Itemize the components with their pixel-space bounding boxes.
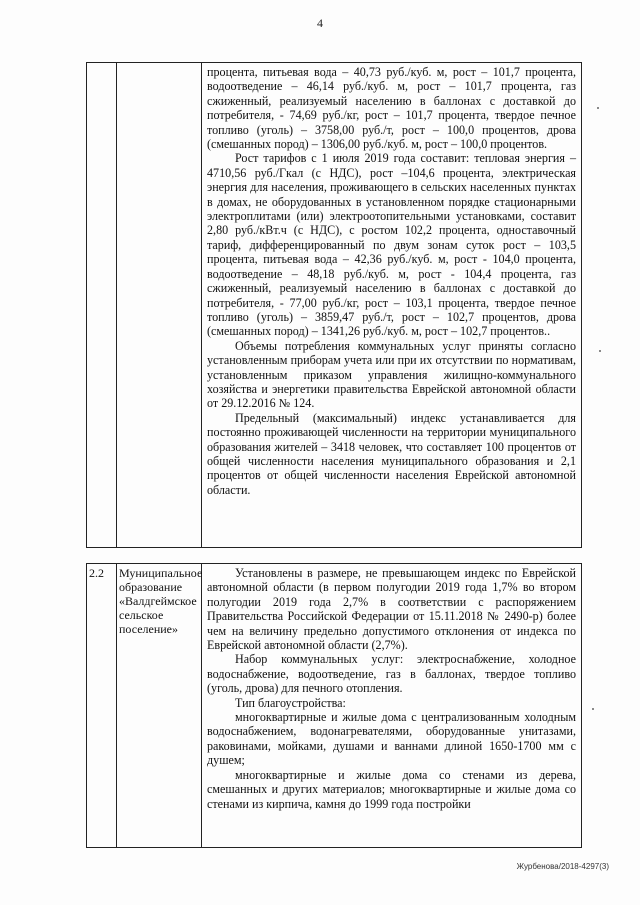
row-name-cell <box>117 564 202 848</box>
page-number: 4 <box>317 16 323 30</box>
row-content-cell <box>202 63 582 548</box>
scan-speck <box>599 350 601 352</box>
paragraph-consumption-volumes: Объемы потребления коммунальных услуг приняты согласно установленным приборам учета или при их отсутствии по нормативам, установленным приказом управления жилищно-коммунального хозяйства и энергетики правительства Еврейской автономной области от 29.12.2016 № 124. <box>207 338 576 411</box>
cell-text <box>202 63 581 497</box>
paragraph-tariffs-continued: процента, питьевая вода – 40,73 руб./куб. м, рост – 101,7 процента, водоотведение – 46,14 руб./куб. м, рост – 101,7 процента, газ сжиженный, реализуемый населению в баллонах с доставкой до потребителя, - 74,69 руб./кг, рост – 101,7 процента, твердое печное топливо (уголь) – 3758,00 руб./т, рост – 100,0 процентов, дрова (смешанных пород) – 1306,00 руб./куб. м, рост – 100,0 процентов. <box>207 65 576 152</box>
table-row <box>87 63 582 548</box>
row-number-cell <box>87 564 117 848</box>
row-content-cell <box>202 564 582 848</box>
municipality-name: Муниципальное образование «Валдгеймское сельское поселение» <box>119 566 203 636</box>
table-continuation <box>86 62 582 548</box>
scan-speck <box>592 708 594 710</box>
scan-speck <box>597 107 599 109</box>
paragraph-apartment-buildings-2: многоквартирные и жилые дома со стенами из дерева, смешанных и других материалов; многоквартирные и жилые дома со стенами из кирпича, камня до 1999 года постройки <box>207 767 576 811</box>
table-row <box>87 564 582 848</box>
paragraph-established-size: Установлены в размере, не превышающем индекс по Еврейской автономной области (в первом полугодии 2019 года 1,7% во втором полугодии 2019 года 2,7% в соответствии с распоряжением Правительства Российской Федерации от 15.11.2018 № 2490-р) более чем на величину предельно допустимого отклонения от индекса по Еврейской автономной области (2,7%). <box>207 566 576 653</box>
table-row-2-2 <box>86 563 582 848</box>
paragraph-services-set: Набор коммунальных услуг: электроснабжение, холодное водоснабжение, водоотведение, газ в баллонах, твердое топливо (уголь, дрова) для печного отопления. <box>207 652 576 696</box>
row-number: 2.2 <box>89 566 104 580</box>
paragraph-apartment-buildings-1: многоквартирные и жилые дома с централизованным холодным водоснабжением, водонагревателями, оборудованные унитазами, раковинами, мойками, душами и ваннами длиной 1650-1700 мм с душем; <box>207 710 576 768</box>
paragraph-maximum-index: Предельный (максимальный) индекс устанавливается для постоянно проживающей численности на территории муниципального образования жителей – 3418 человек, что составляет 100 процентов от общей численности населения муниципального образования и 2,1 процентов от общей численности населения Еврейской автономной области. <box>207 410 576 497</box>
paragraph-improvement-type: Тип благоустройства: <box>235 695 346 710</box>
row-name-cell <box>117 63 202 548</box>
footer-code: Журбенова/2018-4297(3) <box>516 862 609 871</box>
paragraph-tariff-growth-july: Рост тарифов с 1 июля 2019 года составит: тепловая энергия – 4710,56 руб./Гкал (с НДС), рост –104,6 процента, электрическая энергия для населения, проживающего в сельских населенных пунктах в домах, не оборудованных в установленном порядке стационарными электроплитами (или) электроотопительными установками, составит 2,80 руб./кВт.ч (с НДС), с ростом 102,2 процента, одноставочный тариф, дифференцированный по двум зонам суток рост – 103,5 процента, питьевая вода – 42,36 руб./куб. м, рост - 104,0 процента, водоотведение – 48,18 руб./куб. м, рост - 104,4 процента, газ сжиженный, реализуемый населению в баллонах с доставкой до потребителя, - 77,00 руб./кг, рост – 103,1 процента, твердое печное топливо (уголь) – 3859,47 руб./т, рост – 102,7 процентов, дрова (смешанных пород) – 1341,26 руб./куб. м, рост – 102,7 процентов.. <box>207 151 576 339</box>
cell-text <box>202 564 581 811</box>
row-number-cell <box>87 63 117 548</box>
